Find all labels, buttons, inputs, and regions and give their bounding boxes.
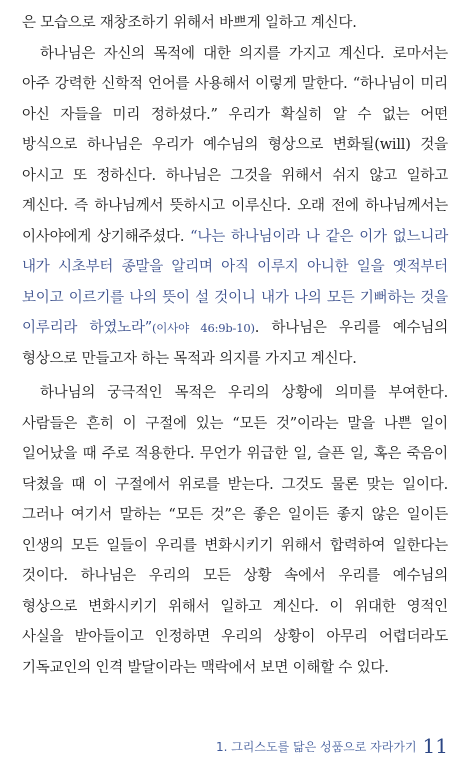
paragraph-text: . 하나님은 우리를 예수님의 형상으로 만들고자 하는 목적과 의지를 가지고 계신다.	[22, 320, 448, 367]
scripture-reference: (이사야 46:9b-10)	[151, 321, 255, 335]
chapter-title: 1. 그리스도를 닮은 성품으로 자라가기	[215, 740, 417, 754]
isaiah-quote: “나는 하나님이라 나 같은 이가 없느니라 내가 시초부터 종말을 알리며 아직 이루지 아니한 일을 옛적부터 보이고 이르기를 나의 뜻이 설 것이니 내가 나의 모든 기뻐하는 것을 이루리라 하였노라”	[22, 228, 448, 336]
page-number: 11	[422, 734, 448, 758]
paragraph-text: 하나님은 자신의 목적에 대한 의지를 가지고 계신다. 로마서는 아주 강력한 신학적 언어를 사용해서 이렇게 말한다. “하나님이 미리 아신 자들을 미리 정하셨다.” 우리가 확실히 알 수 없는 어떤 방식으로 하나님은 우리가 예수님의 형상으로 변화될(will) 것을 아시고 또 정하신다. 하나님은 그것을 위해서 쉬지 않고 일하고 계신다. 즉 하나님께서 뜻하시고 이루신다. 오래 전에 하나님께서는 이사야에게 상기해주셨다.	[22, 45, 448, 245]
page-footer	[216, 734, 448, 758]
body-text	[22, 8, 448, 683]
paragraph-continuation: 은 모습으로 재창조하기 위해서 바쁘게 일하고 계신다.	[22, 15, 357, 31]
paragraph-ultimate-purpose: 하나님의 궁극적인 목적은 우리의 상황에 의미를 부여한다. 사람들은 흔히 이 구절에 있는 “모든 것”이라는 말을 나쁜 일이 일어났을 때 주로 적용한다. 무언가 위급한 일, 슬픈 일, 혹은 죽음이 닥쳤을 때 이 구절에서 위로를 받는다. 그것도 물론 맞는 일이다. 그러나 여기서 말하는 “모든 것”은 좋은 일이든 좋지 않은 일이든 인생의 모든 일들이 우리를 변화시키기 위해서 합력하여 일한다는 것이다. 하나님은 우리의 모든 상황 속에서 우리를 예수님의 형상으로 변화시키기 위해서 일하고 계신다. 이 위대한 영적인 사실을 받아들이고 인정하면 우리의 상황이 아무리 어렵더라도 기독교인의 인격 발달이라는 맥락에서 보면 이해할 수 있다.	[22, 385, 448, 676]
paragraph-purpose-will	[22, 39, 448, 375]
